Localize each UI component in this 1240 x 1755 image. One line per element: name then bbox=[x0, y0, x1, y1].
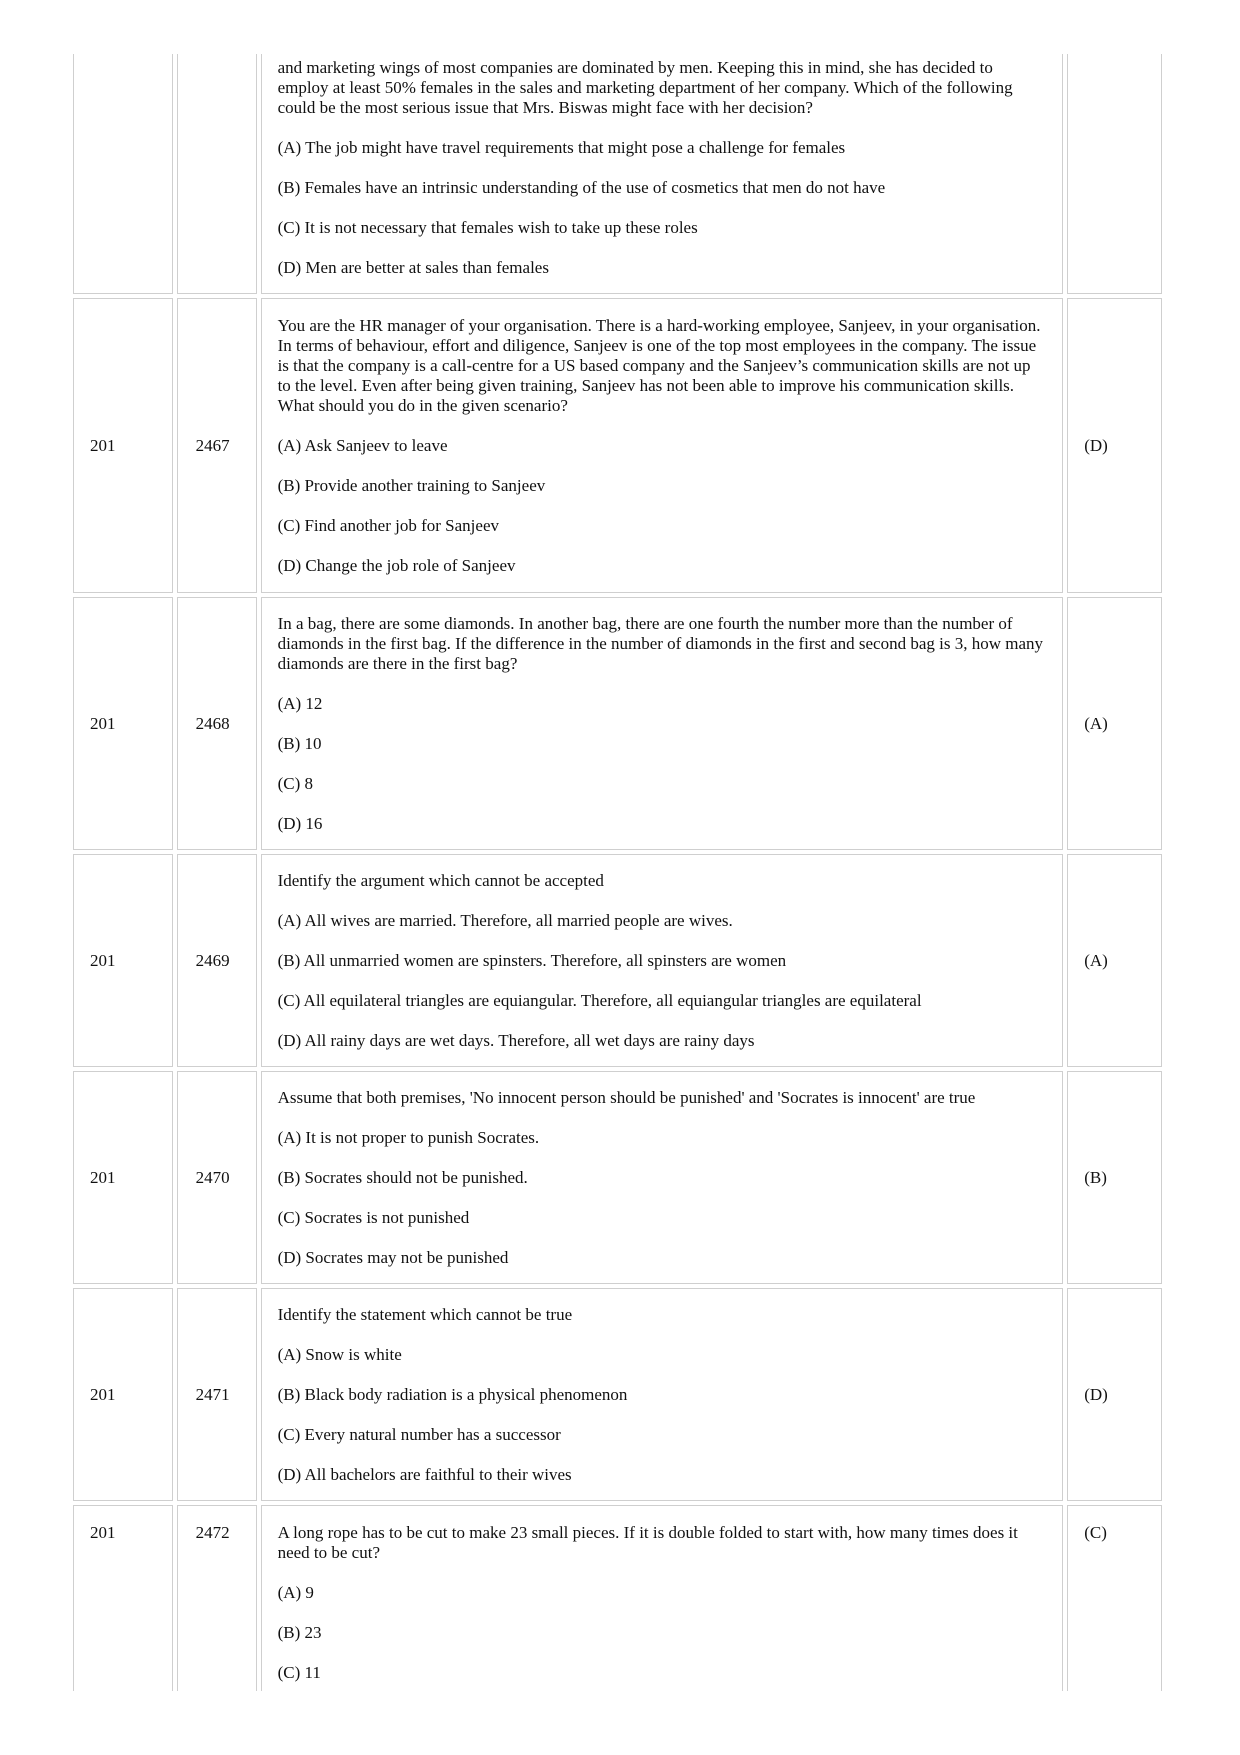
question-number-cell: 2472 bbox=[177, 1505, 257, 1691]
table-row bbox=[73, 854, 1162, 1067]
paper-code-cell: 201 bbox=[73, 1071, 173, 1284]
question-cell bbox=[261, 54, 1064, 294]
option-a: (A) All wives are married. Therefore, all married people are wives. bbox=[277, 911, 733, 930]
question-number-cell: 2469 bbox=[177, 854, 257, 1067]
table-row bbox=[73, 298, 1162, 593]
table-row bbox=[73, 1071, 1162, 1284]
option-a: (A) Snow is white bbox=[277, 1345, 402, 1364]
answer-cell: (A) bbox=[1067, 854, 1162, 1067]
question-cell bbox=[261, 854, 1064, 1067]
question-number-cell: 2471 bbox=[177, 1288, 257, 1501]
option-d: (D) Change the job role of Sanjeev bbox=[277, 556, 516, 575]
paper-code-cell: 201 bbox=[73, 854, 173, 1067]
option-d: (D) 16 bbox=[277, 814, 323, 833]
question-text: Assume that both premises, 'No innocent person should be punished' and 'Socrates is innocent' are true bbox=[277, 1088, 976, 1107]
paper-code-cell: 201 bbox=[73, 1288, 173, 1501]
question-text: You are the HR manager of your organisation. There is a hard-working employee, Sanjeev, in your organisation. In terms of behaviour, effort and diligence, Sanjeev is one of the top most employees in the company. The issue is that the company is a call-centre for a US based company and the Sanjeev’s communication skills are not up to the level. Even after being given training, Sanjeev has not been able to improve his communication skills. What should you do in the given scenario? bbox=[277, 316, 1041, 415]
option-a: (A) The job might have travel requirements that might pose a challenge for females bbox=[277, 138, 846, 157]
question-number-cell bbox=[177, 54, 257, 294]
option-a: (A) It is not proper to punish Socrates. bbox=[277, 1128, 540, 1147]
question-cell bbox=[261, 1288, 1064, 1501]
option-c: (C) 11 bbox=[277, 1663, 321, 1682]
question-cell bbox=[261, 298, 1064, 593]
question-number-cell: 2468 bbox=[177, 597, 257, 850]
question-text: and marketing wings of most companies are dominated by men. Keeping this in mind, she has decided to employ at least 50% females in the sales and marketing department of her company. Which of the following could be the most serious issue that Mrs. Biswas might face with her decision? bbox=[277, 58, 1013, 117]
option-c: (C) Every natural number has a successor bbox=[277, 1425, 561, 1444]
option-b: (B) Provide another training to Sanjeev bbox=[277, 476, 546, 495]
question-number-cell: 2467 bbox=[177, 298, 257, 593]
answer-cell: (A) bbox=[1067, 597, 1162, 850]
option-a: (A) 9 bbox=[277, 1583, 314, 1602]
option-a: (A) Ask Sanjeev to leave bbox=[277, 436, 448, 455]
paper-code-cell: 201 bbox=[73, 298, 173, 593]
question-text: Identify the statement which cannot be true bbox=[277, 1305, 573, 1324]
table-row bbox=[73, 1288, 1162, 1501]
option-d: (D) All bachelors are faithful to their wives bbox=[277, 1465, 572, 1484]
option-d: (D) Men are better at sales than females bbox=[277, 258, 549, 277]
option-c: (C) Find another job for Sanjeev bbox=[277, 516, 499, 535]
option-b: (B) Females have an intrinsic understanding of the use of cosmetics that men do not have bbox=[277, 178, 886, 197]
question-number-cell: 2470 bbox=[177, 1071, 257, 1284]
option-c: (C) It is not necessary that females wish to take up these roles bbox=[277, 218, 698, 237]
question-text: In a bag, there are some diamonds. In another bag, there are one fourth the number more than the number of diamonds in the first bag. If the difference in the number of diamonds in the first and second bag is 3, how many diamonds are there in the first bag? bbox=[277, 614, 1044, 673]
question-text: A long rope has to be cut to make 23 small pieces. If it is double folded to start with, how many times does it need to be cut? bbox=[277, 1523, 1018, 1562]
answer-cell: (C) bbox=[1067, 1505, 1162, 1691]
table-row bbox=[73, 1505, 1162, 1691]
question-cell bbox=[261, 1505, 1064, 1691]
question-cell bbox=[261, 1071, 1064, 1284]
option-d: (D) Socrates may not be punished bbox=[277, 1248, 509, 1267]
option-c: (C) 8 bbox=[277, 774, 313, 793]
option-b: (B) 10 bbox=[277, 734, 322, 753]
option-b: (B) Socrates should not be punished. bbox=[277, 1168, 528, 1187]
answer-cell bbox=[1067, 54, 1162, 294]
question-cell bbox=[261, 597, 1064, 850]
option-b: (B) 23 bbox=[277, 1623, 322, 1642]
option-c: (C) Socrates is not punished bbox=[277, 1208, 470, 1227]
table-row bbox=[73, 597, 1162, 850]
paper-code-cell: 201 bbox=[73, 1505, 173, 1691]
table-row bbox=[73, 54, 1162, 294]
questions-table bbox=[69, 50, 1166, 1695]
option-d: (D) All rainy days are wet days. Therefore, all wet days are rainy days bbox=[277, 1031, 755, 1050]
option-b: (B) All unmarried women are spinsters. Therefore, all spinsters are women bbox=[277, 951, 787, 970]
question-text: Identify the argument which cannot be accepted bbox=[277, 871, 604, 890]
paper-code-cell: 201 bbox=[73, 597, 173, 850]
paper-code-cell bbox=[73, 54, 173, 294]
answer-cell: (D) bbox=[1067, 1288, 1162, 1501]
answer-cell: (B) bbox=[1067, 1071, 1162, 1284]
option-c: (C) All equilateral triangles are equiangular. Therefore, all equiangular triangles are equilateral bbox=[277, 991, 922, 1010]
option-b: (B) Black body radiation is a physical phenomenon bbox=[277, 1385, 628, 1404]
answer-cell: (D) bbox=[1067, 298, 1162, 593]
option-a: (A) 12 bbox=[277, 694, 323, 713]
